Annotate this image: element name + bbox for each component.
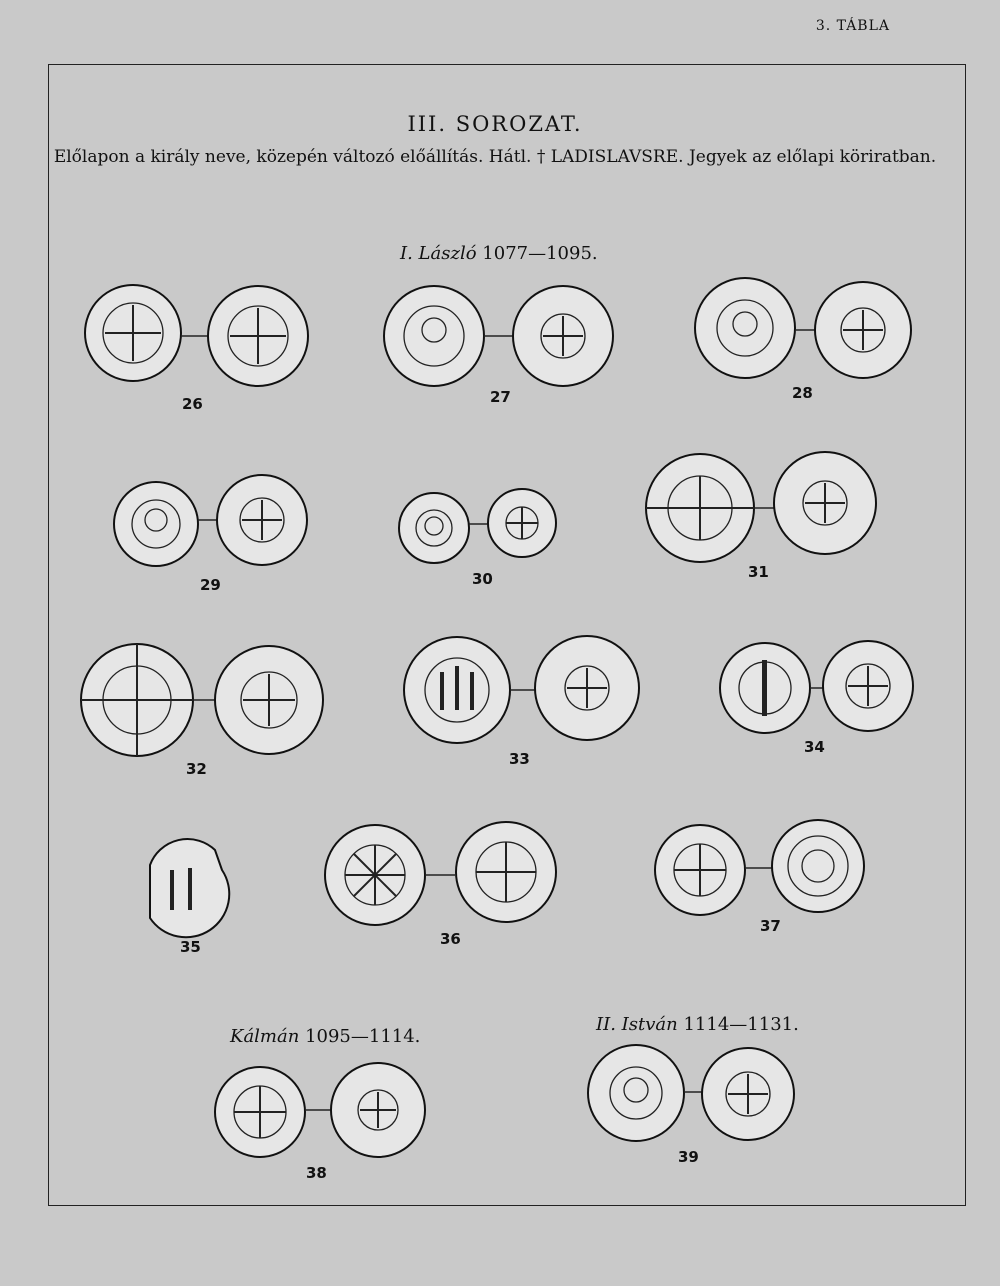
coin-number-30: 30: [472, 570, 493, 588]
section-ruler-name: Kálmán: [230, 1026, 300, 1047]
coin-number-33: 33: [509, 750, 530, 768]
coin-30: [399, 489, 556, 563]
section-years: 1077—1095.: [482, 243, 598, 264]
section-years: 1114—1131.: [683, 1014, 799, 1035]
coin-35: [150, 839, 229, 937]
coin-36: [325, 822, 556, 925]
coin-number-36: 36: [440, 930, 461, 948]
coin-number-28: 28: [792, 384, 813, 402]
coin-number-26: 26: [182, 395, 203, 413]
coin-34: [720, 641, 913, 733]
coin-number-29: 29: [200, 576, 221, 594]
coin-number-35: 35: [180, 938, 201, 956]
plate-number: 3. TÁBLA: [815, 18, 890, 34]
coin-26: [85, 285, 308, 386]
section-ruler-name: II. István: [596, 1014, 678, 1035]
coin-39: [588, 1045, 794, 1141]
section-years: 1095—1114.: [305, 1026, 421, 1047]
coin-31: [646, 452, 876, 562]
coin-27: [384, 286, 613, 386]
coin-number-34: 34: [804, 738, 825, 756]
section-ruler-name: I. László: [400, 243, 477, 264]
coin-number-31: 31: [748, 563, 769, 581]
coin-number-37: 37: [760, 917, 781, 935]
coin-number-38: 38: [306, 1164, 327, 1182]
coin-37: [655, 820, 864, 915]
coin-38: [215, 1063, 425, 1157]
coin-33: [404, 636, 639, 743]
coin-28: [695, 278, 911, 378]
coin-32: [81, 644, 323, 756]
coin-number-32: 32: [186, 760, 207, 778]
series-title: III. SOROZAT.: [407, 112, 583, 136]
coin-number-39: 39: [678, 1148, 699, 1166]
coin-29: [114, 475, 307, 566]
coin-number-27: 27: [490, 388, 511, 406]
series-description: Előlapon a király neve, közepén változó előállítás. Hátl. † LADISLAVSRE. Jegyek az előlapi köriratban.: [53, 147, 937, 167]
